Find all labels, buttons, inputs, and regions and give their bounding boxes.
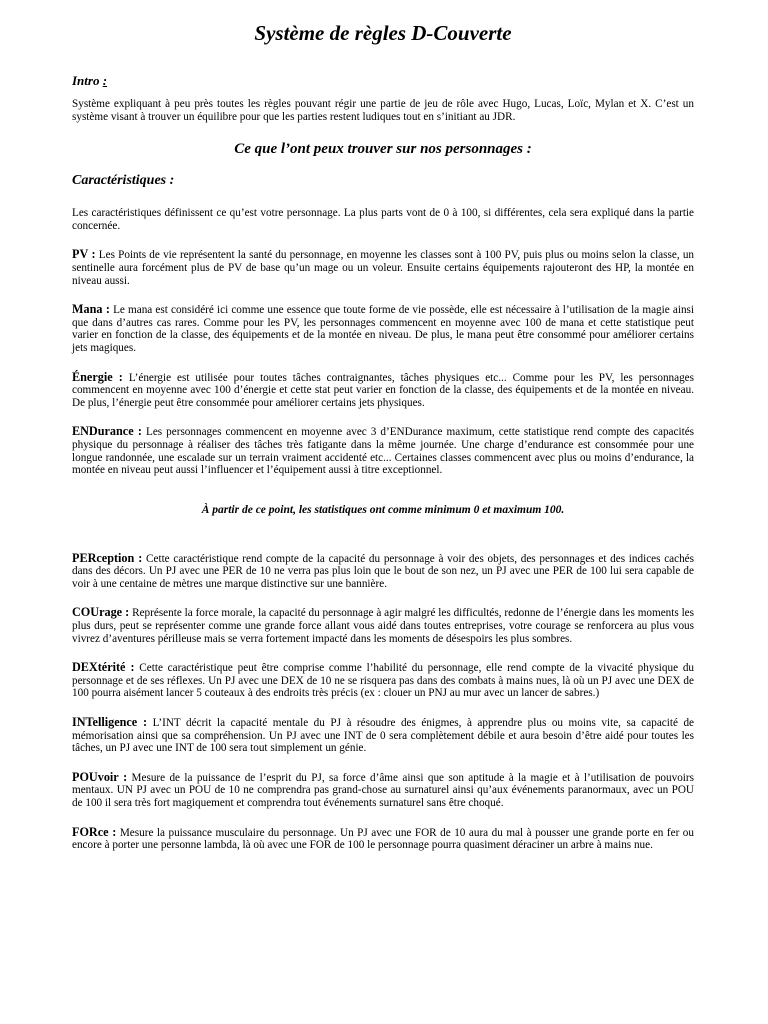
stat-energie (72, 371, 694, 410)
intro-heading-colon: : (102, 73, 108, 88)
stat-endurance (72, 425, 694, 476)
stat-text: L’énergie est utilisée pour toutes tâches contraignantes, tâches physiques etc... Comme pour les PV, les personnages commencent en moyenne avec 100 d’énergie et cette stat peut varier en fonction de la classe, des équipements et de la montée en niveau. De plus, l’énergie peut être consommée pour améliorer certains jets physiques. (72, 371, 695, 409)
document-page (72, 18, 694, 852)
stat-text: Les personnages commencent en moyenne avec 3 d’ENDurance maximum, cette statistique rend compte des capacités physique du personnage à réaliser des tâches très fatigante dans la même journée. Une charge d’endurance est consommée pour une longue randonnée, une escalade sur un terrain vraiment accidenté etc... Certaines classes commencent avec plus ou moins d’endurance, la montée en niveau peut aussi l’influencer et l’équipement aussi à titre exceptionnel. (72, 426, 695, 477)
intro-heading (72, 72, 694, 90)
document-title: Système de règles D-Couverte (254, 21, 512, 45)
stat-text: Mesure de la puissance de l’esprit du PJ, sa force d’âme ainsi que son aptitude à la magie et à l’utilisation de pouvoirs mentaux. UN PJ avec un POU de 10 ne comprendra pas grand-chose au surnaturel ainsi qu’aux événements paranormaux, avec un POU de 100 il sera très fort magiquement et comprendra tout événements surnaturel sans être choqué. (72, 771, 694, 809)
stat-text: Le mana est considéré ici comme une essence que toute forme de vie possède, elle est nécessaire à l’utilisation de la magie ainsi que dans d’autres cas rares. Comme pour les PV, les personnages commencent en moyenne avec 100 de mana et cette statistique peut varier en fonction de la classe, des équipements et de la montée en niveau. De plus, le mana peut être consommé pour améliorer certains jets magiques. (72, 304, 694, 354)
stat-label: INTelligence : (72, 715, 148, 730)
intro-heading-label: Intro (72, 73, 100, 88)
section-heading: Ce que l’ont peux trouver sur nos personnages : (234, 141, 532, 158)
min-max-note: À partir de ce point, les statistiques ont comme minimum 0 et maximum 100. (201, 503, 565, 516)
intro-text: Système expliquant à peu près toutes les règles pouvant régir une partie de jeu de rôle avec Hugo, Lucas, Loïc, Mylan et X. C’est un système visant à trouver un équilibre pour que les parties restent ludiques tout en s’initiant au JDR. (72, 98, 694, 123)
stat-perception (72, 552, 694, 591)
stat-label: Mana : (72, 302, 110, 317)
stat-text: Cette caractéristique rend compte de la capacité du personnage à voir des objets, des personnages et des indices cachés dans des décors. Un PJ avec une PER de 10 ne verra pas plus loin que le bout de son nez, un PJ avec une PER de 100 lui sera capable de voir à une centaine de mètres une marque distinctive sur une bannière. (72, 552, 694, 590)
stat-label: PERception : (72, 550, 143, 565)
stat-pouvoir (72, 771, 694, 810)
stat-pv (72, 248, 694, 287)
stat-dexterite (72, 661, 694, 700)
stat-courage (72, 606, 694, 645)
stat-text: Mesure la puissance musculaire du personnage. Un PJ avec une FOR de 10 aura du mal à pousser une grande porte en fer ou encore à porter une personne lambda, là où avec une FOR de 100 le personnage pourra quasiment déraciner un arbre à mains nue. (72, 826, 694, 852)
characteristics-intro: Les caractéristiques définissent ce qu’est votre personnage. La plus parts vont de 0 à 100, si différentes, cela sera expliqué dans la partie concernée. (72, 207, 694, 232)
stat-text: Les Points de vie représentent la santé du personnage, en moyenne les classes sont à 100 PV, puis plus ou moins selon la classe, un sentinelle aura forcément plus de PV de base qu’un mage ou un voleur. Ensuite certains équipements rajouteront des HP, la montée en niveau aussi. (72, 249, 695, 287)
stat-mana (72, 303, 694, 354)
subsection-heading: Caractéristiques : (72, 173, 175, 189)
stat-label: DEXtérité : (72, 660, 135, 675)
stat-label: Énergie : (72, 369, 123, 384)
stat-label: ENDurance : (72, 424, 142, 439)
stat-label: POUvoir : (72, 769, 128, 784)
stat-intelligence (72, 716, 694, 755)
stat-text: Cette caractéristique peut être comprise comme l’habilité du personnage, elle rend compte de la vivacité physique du personnage et de ses réflexes. Un PJ avec une DEX de 10 ne se risquera pas dans des combats à mains nues, là où un PJ avec une DEX de 100 pourra aisément lancer 5 couteaux à des endroits très précis (ex : clouer un PNJ au mur avec un lancer de sabres.) (72, 662, 695, 700)
stat-force (72, 826, 694, 852)
stat-label: FORce : (72, 824, 117, 839)
stat-label: COUrage : (72, 605, 130, 620)
stat-text: Représente la force morale, la capacité du personnage à agir malgré les difficultés, redonne de l’énergie dans les moments les plus durs, peut se représenter comme une grande force allant vous aidé dans toutes entreprises, votre courage se renforcera au plus vous vivrez d’aventures périlleuse mais se verra fortement impacté dans les moments de désespoirs les plus sombres. (72, 607, 694, 645)
stat-label: PV : (72, 247, 96, 262)
stat-text: L’INT décrit la capacité mentale du PJ à résoudre des énigmes, à apprendre plus ou moins vite, sa capacité de mémorisation ainsi que sa compréhension. Un PJ avec une INT de 0 sera complètement débile et aura besoin d’être aidé pour toutes les tâches, un PJ avec une INT de 100 sera tout simplement un génie. (72, 717, 695, 755)
